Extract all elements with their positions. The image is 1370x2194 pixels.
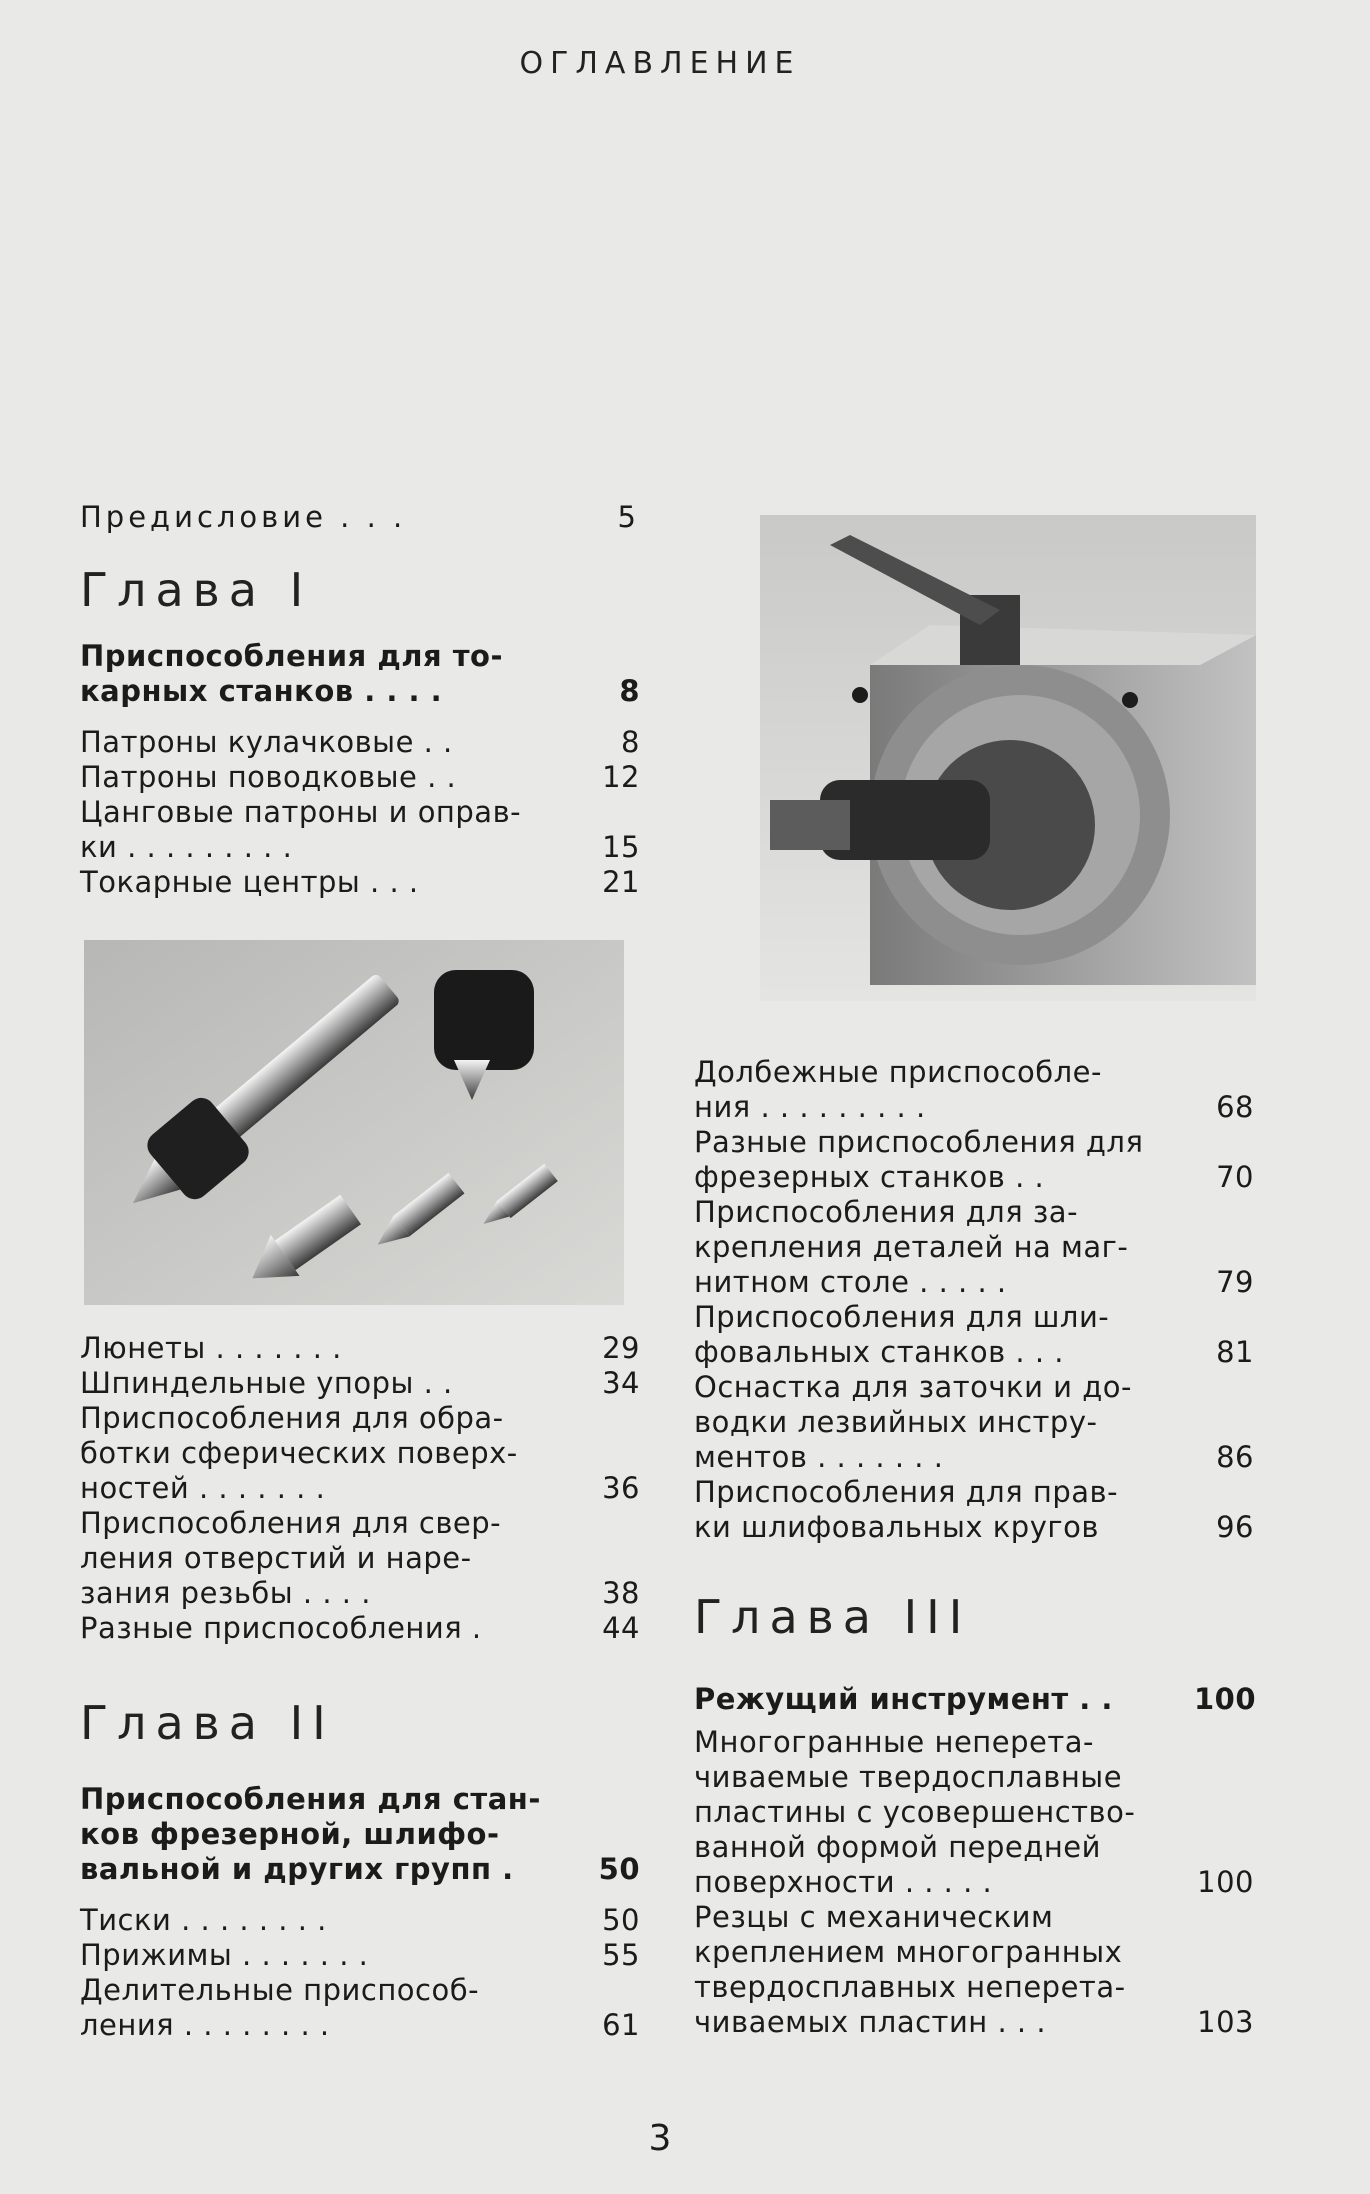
toc-entry-line: Цанговые патроны и оправ-: [80, 795, 522, 829]
toc-entry-line: ванной формой передней: [694, 1830, 1101, 1864]
toc-entry-text: [694, 1682, 1194, 1717]
toc-entry[interactable]: [694, 1475, 1254, 1545]
toc-entry-line: Резцы с механическим: [694, 1900, 1054, 1934]
toc-entry-line: Приспособления для стан-: [80, 1782, 541, 1816]
toc-entry-line: ки . . . . . . . . .: [80, 830, 293, 864]
right-entries: [694, 1055, 1254, 1545]
toc-entry[interactable]: [80, 1938, 640, 1973]
toc-entry-line: нитном столе . . . . .: [694, 1265, 1007, 1299]
toc-entry-line: Патроны кулачковые . .: [80, 725, 453, 759]
toc-entry[interactable]: [694, 1370, 1254, 1475]
toc-entry-page: 70: [1216, 1160, 1254, 1194]
chapter2-section: [80, 1782, 640, 1887]
toc-entry[interactable]: [80, 1611, 640, 1646]
toc-entry-text: [694, 1725, 1194, 1900]
toc-entry-line: Токарные центры . . .: [80, 865, 419, 899]
toc-entry-line: Разные приспособления .: [80, 1611, 482, 1645]
toc-entry-line: Приспособления для шли-: [694, 1300, 1110, 1334]
chapter-heading-2: Глава II: [80, 1696, 335, 1750]
toc-entry-text: [80, 795, 580, 865]
toc-entry-line: чиваемые твердосплавные: [694, 1760, 1123, 1794]
chapter1-section: [80, 639, 640, 709]
toc-entry-page: 100: [1197, 1865, 1254, 1899]
toc-entry-page: 103: [1197, 2005, 1254, 2039]
toc-entry[interactable]: [80, 1331, 640, 1366]
toc-entry-text: [694, 1475, 1194, 1545]
toc-entry-text: [694, 1900, 1194, 2040]
chapter-heading-3: Глава III: [694, 1590, 972, 1644]
chapter1-entries-a: [80, 725, 640, 900]
toc-entry-line: Приспособления для обра-: [80, 1401, 504, 1435]
toc-section-entry[interactable]: [80, 1782, 640, 1887]
toc-entry-text: [694, 1055, 1194, 1125]
toc-entry[interactable]: [80, 1366, 640, 1401]
toc-entry-text: [80, 760, 580, 795]
toc-entry-text: [80, 865, 580, 900]
right-column: [694, 1055, 1257, 2040]
toc-entry-line: Тиски . . . . . . . .: [80, 1903, 327, 1937]
toc-section-entry[interactable]: [694, 1682, 1257, 1717]
toc-entry-line: ния . . . . . . . . .: [694, 1090, 926, 1124]
toc-entry-line: Многогранные неперета-: [694, 1725, 1094, 1759]
toc-entry[interactable]: [694, 1125, 1254, 1195]
toc-entry-line: Приспособления для то-: [80, 639, 503, 673]
toc-entry-page: 12: [602, 760, 640, 794]
toc-entry-page: 100: [1194, 1682, 1257, 1716]
toc-entry-line: зания резьбы . . . .: [80, 1576, 371, 1610]
left-column-top: [80, 500, 640, 900]
toc-entry-line: карных станков . . . .: [80, 674, 443, 708]
toc-entry-line: фовальных станков . . .: [694, 1335, 1064, 1369]
toc-entry-line: Прижимы . . . . . . .: [80, 1938, 369, 1972]
toc-entry-line: Долбежные приспособле-: [694, 1055, 1102, 1089]
toc-entry-page: 38: [602, 1576, 640, 1610]
toc-entry-line: Разные приспособления для: [694, 1125, 1144, 1159]
toc-entry-page: 34: [602, 1366, 640, 1400]
toc-entry-page: 44: [602, 1611, 640, 1645]
toc-entry-page: 50: [602, 1903, 640, 1937]
toc-entry-line: Люнеты . . . . . . .: [80, 1331, 342, 1365]
toc-entry[interactable]: [80, 795, 640, 865]
toc-entry-text: [80, 639, 580, 709]
chapter-heading-1: Глава I: [80, 563, 313, 617]
toc-entry-text: [80, 1401, 580, 1506]
toc-entry-text: [80, 1782, 580, 1887]
toc-entry-line: водки лезвийных инстру-: [694, 1405, 1098, 1439]
toc-entry-page: 21: [602, 865, 640, 899]
toc-entry-page: 61: [602, 2008, 640, 2042]
page-number: 3: [648, 2118, 672, 2159]
toc-entry-line: Оснастка для заточки и до-: [694, 1370, 1132, 1404]
toc-entry-text: [80, 1611, 580, 1646]
toc-entry-line: крепления деталей на маг-: [694, 1230, 1129, 1264]
toc-entry[interactable]: [694, 1055, 1254, 1125]
toc-entry-page: 81: [1216, 1335, 1254, 1369]
toc-entry-page: 55: [602, 1938, 640, 1972]
toc-entry-line: Шпиндельные упоры . .: [80, 1366, 453, 1400]
toc-entry-text: [80, 1331, 580, 1366]
toc-entry-preface[interactable]: [80, 500, 640, 535]
toc-entry-page: 96: [1216, 1510, 1254, 1544]
toc-entry-text: [80, 1506, 580, 1611]
chapter3-section: [694, 1682, 1257, 1717]
page-title: ОГЛАВЛЕНИЕ: [519, 46, 801, 81]
toc-entry-line: Делительные приспособ-: [80, 1973, 480, 2007]
toc-entry-line: Приспособления для свер-: [80, 1506, 502, 1540]
toc-section-entry[interactable]: [80, 639, 640, 709]
chapter3-entries: [694, 1725, 1254, 2040]
toc-entry-line: поверхности . . . . .: [694, 1865, 993, 1899]
toc-entry[interactable]: [80, 725, 640, 760]
toc-entry-line: ки шлифовальных кругов: [694, 1510, 1099, 1544]
toc-entry-page: 68: [1216, 1090, 1254, 1124]
toc-entry-text: [80, 1973, 580, 2043]
toc-entry-line: креплением многогранных: [694, 1935, 1123, 1969]
toc-entry[interactable]: [694, 1725, 1254, 1900]
toc-entry-line: пластины с усовершенство-: [694, 1795, 1136, 1829]
toc-entry-line: твердосплавных неперета-: [694, 1970, 1126, 2004]
toc-entry[interactable]: [80, 1973, 640, 2043]
toc-entry-line: чиваемых пластин . . .: [694, 2005, 1047, 2039]
toc-entry[interactable]: [694, 1900, 1254, 2040]
toc-entry-line: ностей . . . . . . .: [80, 1471, 326, 1505]
toc-entry-text: Предисловие . . .: [80, 500, 407, 534]
toc-entry[interactable]: [80, 1506, 640, 1611]
toc-entry-text: [694, 1300, 1194, 1370]
toc-entry[interactable]: [694, 1300, 1254, 1370]
toc-entry-page: 79: [1216, 1265, 1254, 1299]
toc-entry-line: ления отверстий и наре-: [80, 1541, 472, 1575]
toc-entry-line: фрезерных станков . .: [694, 1160, 1045, 1194]
toc-entry-line: ментов . . . . . . .: [694, 1440, 944, 1474]
left-column-bottom: [80, 1331, 640, 2043]
toc-entry[interactable]: [80, 760, 640, 795]
chapter1-entries-b: [80, 1331, 640, 1646]
toc-entry-line: вальной и других групп .: [80, 1852, 514, 1886]
toc-entry-line: ботки сферических поверх-: [80, 1436, 518, 1470]
toc-entry[interactable]: [80, 1903, 640, 1938]
toc-entry-page: 5: [617, 500, 640, 534]
toc-entry-page: 8: [619, 674, 640, 708]
toc-entry[interactable]: [80, 865, 640, 900]
toc-entry[interactable]: [694, 1195, 1254, 1300]
toc-entry-text: [80, 1366, 580, 1401]
toc-entry-page: 15: [602, 830, 640, 864]
toc-entry-text: [80, 1938, 580, 1973]
toc-entry-line: Патроны поводковые . .: [80, 760, 457, 794]
toc-entry-line: Режущий инструмент . .: [694, 1682, 1113, 1716]
toc-entry-text: [694, 1125, 1194, 1195]
toc-entry-text: [80, 1903, 580, 1938]
toc-entry-text: [80, 725, 580, 760]
toc-entry-page: 86: [1216, 1440, 1254, 1474]
toc-entry-line: ления . . . . . . . .: [80, 2008, 330, 2042]
lathe-centers-photo: [84, 940, 624, 1305]
toc-entry-line: Приспособления для за-: [694, 1195, 1079, 1229]
toc-entry-line: ков фрезерной, шлифо-: [80, 1817, 500, 1851]
toc-entry-text: [694, 1370, 1194, 1475]
chapter2-entries: [80, 1903, 640, 2043]
toc-entry-page: 50: [598, 1852, 640, 1886]
toc-entry-page: 29: [602, 1331, 640, 1365]
toc-entry[interactable]: [80, 1401, 640, 1506]
milling-fixture-photo: [760, 515, 1256, 1001]
toc-entry-line: Приспособления для прав-: [694, 1475, 1119, 1509]
toc-entry-text: [694, 1195, 1194, 1300]
toc-entry-page: 8: [621, 725, 640, 759]
toc-entry-page: 36: [602, 1471, 640, 1505]
